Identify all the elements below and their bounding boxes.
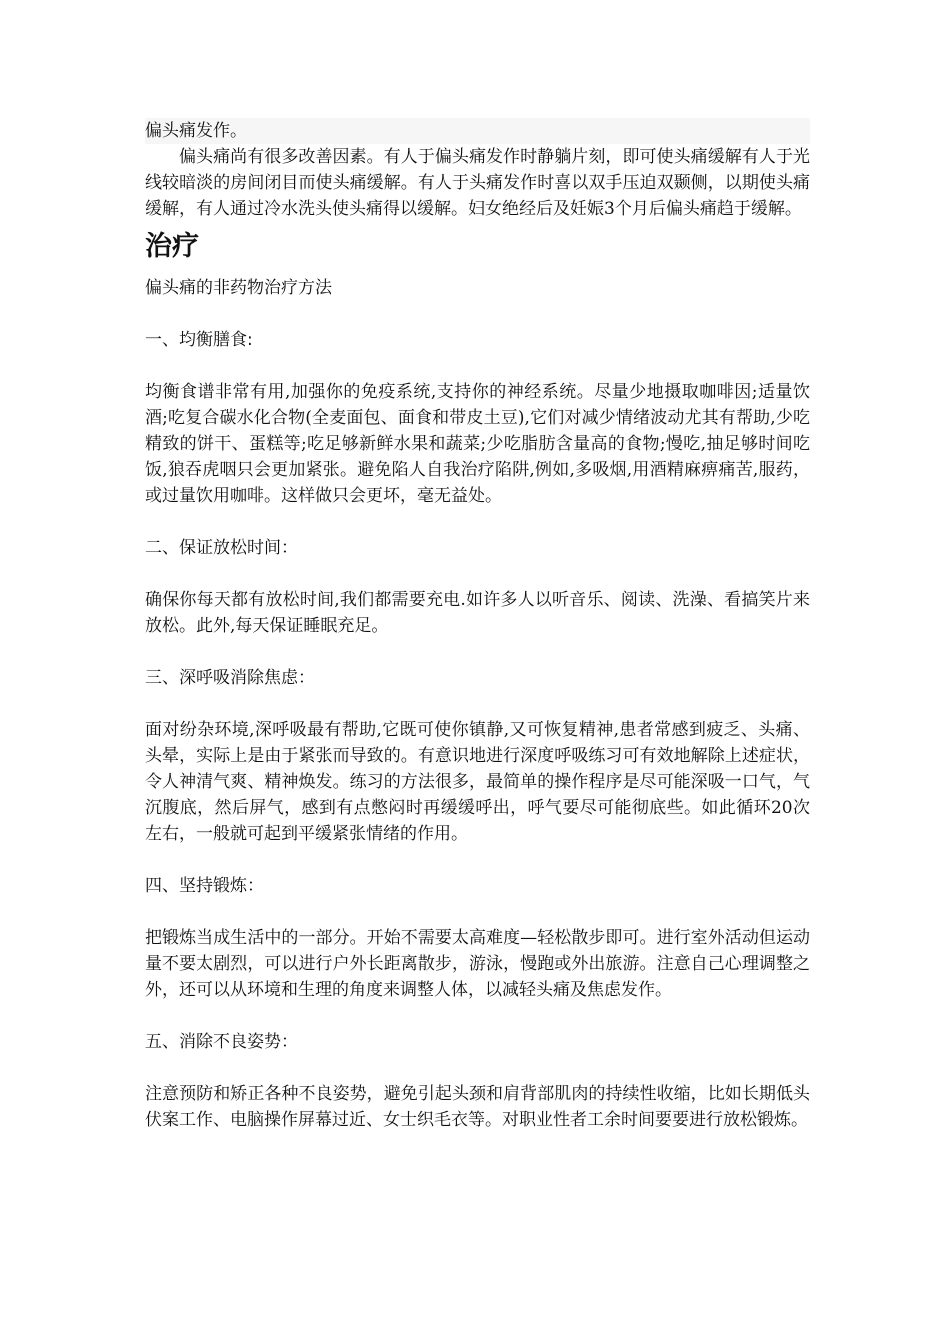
section-heading: 治疗 <box>145 231 199 262</box>
section-title-1: 一、均衡膳食: <box>145 330 253 350</box>
section-body-4: 把锻炼当成生活中的一部分。开始不需要太高难度—轻松散步即可。进行室外活动但运动量不要太剧烈，可以进行户外长距离散步，游泳，慢跑或外出旅游。注意自己心理调整之外，还可以从环境和生理的角度来调整人体，以减轻头痛及焦虑发作。 <box>145 928 810 1000</box>
section-body-1: 均衡食谱非常有用,加强你的免疫系统,支持你的神经系统。尽量少地摄取咖啡因;适量饮酒;吃复合碳水化合物(全麦面包、面食和带皮土豆),它们对减少情绪波动尤其有帮助,少吃精致的饼干、蛋糕等;吃足够新鲜水果和蔬菜;少吃脂肪含量高的食物;慢吃,抽足够时间吃饭,狼吞虎咽只会更加紧张。避免陷人自我治疗陷阱,例如,多吸烟,用酒精麻痹痛苦,服药，或过量饮用咖啡。这样做只会更坏，毫无益处。 <box>145 382 810 506</box>
treatment-subtitle: 偏头痛的非药物治疗方法 <box>145 278 332 298</box>
section-body-5: 注意预防和矫正各种不良姿势，避免引起头颈和肩背部肌肉的持续性收缩，比如长期低头伏案工作、电脑操作屏幕过近、女士织毛衣等。对职业性者工余时间要要进行放松锻炼。 <box>145 1084 810 1130</box>
intro-paragraph: 偏头痛尚有很多改善因素。有人于偏头痛发作时静躺片刻，即可使头痛缓解有人于光线较暗淡的房间闭目而使头痛缓解。有人于头痛发作时喜以双手压迫双颞侧，以期使头痛缓解，有人通过冷水洗头使头痛得以缓解。妇女绝经后及妊娠3个月后偏头痛趋于缓解。 <box>145 147 810 219</box>
section-title-2: 二、保证放松时间： <box>145 538 298 558</box>
document-page <box>145 118 810 1159</box>
section-body-3: 面对纷杂环境,深呼吸最有帮助,它既可使你镇静,又可恢复精神,患者常感到疲乏、头痛、头晕，实际上是由于紧张而导致的。有意识地进行深度呼吸练习可有效地解除上述症状，令人神清气爽、精神焕发。练习的方法很多，最简单的操作程序是尽可能深吸一口气，气沉腹底，然后屏气，感到有点憋闷时再缓缓呼出，呼气要尽可能彻底些。如此循环20次左右，一般就可起到平缓紧张情绪的作用。 <box>145 720 810 844</box>
section-title-3: 三、深呼吸消除焦虑： <box>145 668 315 688</box>
section-title-5: 五、消除不良姿势： <box>145 1032 298 1052</box>
section-body-2: 确保你每天都有放松时间,我们都需要充电.如许多人以听音乐、阅读、洗澡、看搞笑片来放松。此外,每天保证睡眠充足。 <box>145 590 810 636</box>
section-title-4: 四、坚持锻炼： <box>145 876 264 896</box>
intro-line: 偏头痛发作。 <box>145 118 810 144</box>
